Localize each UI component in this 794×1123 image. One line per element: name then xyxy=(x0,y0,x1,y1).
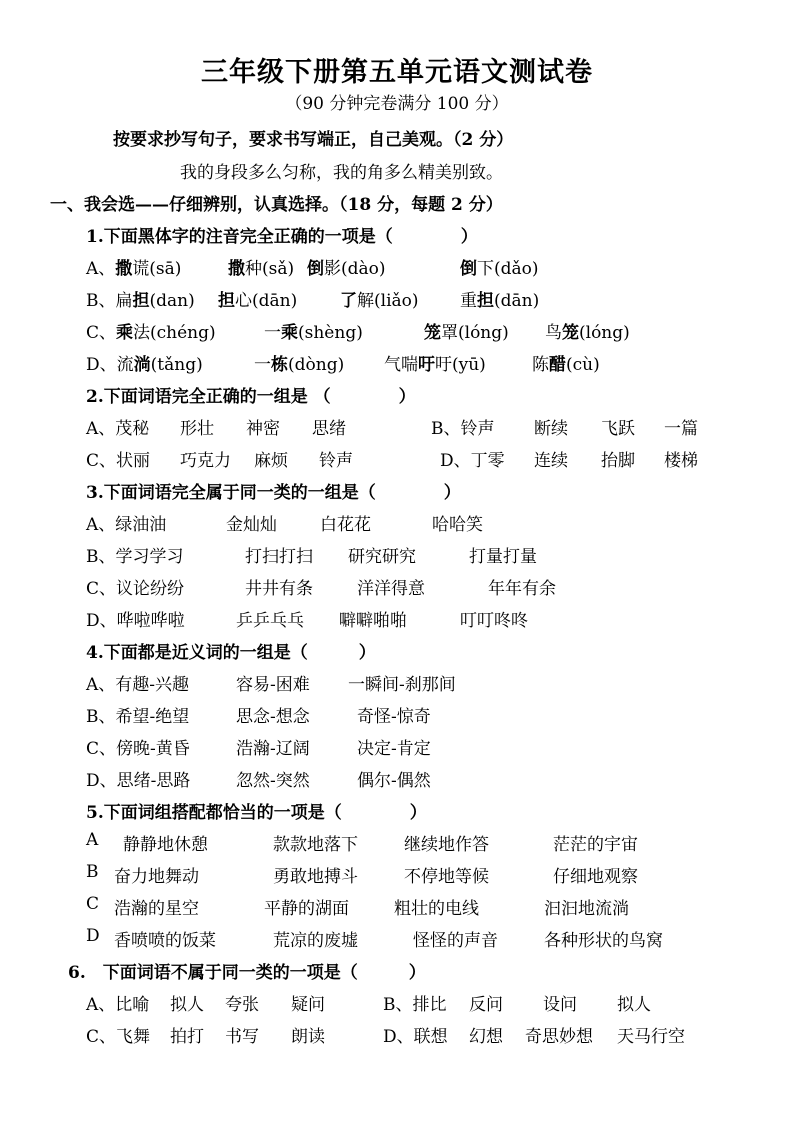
q4-row xyxy=(86,670,786,694)
q5-option-word: 仔细地观察 xyxy=(553,867,638,887)
q2-option-a-word: A、茂秘 xyxy=(86,419,150,439)
bold-character: 撒 xyxy=(228,259,245,279)
q6-option-b-word: 设问 xyxy=(543,995,577,1015)
q3-stem: 3.下面词语完全属于同一类的一组是（ ） xyxy=(86,483,461,503)
option-text: 吁(yū) xyxy=(435,355,486,375)
bold-character: 倒 xyxy=(460,259,477,279)
option-text: C、 xyxy=(86,323,117,343)
q1-row xyxy=(86,318,786,342)
q5-stem: 5.下面词组搭配都恰当的一项是（ ） xyxy=(86,803,427,823)
q6-option-a-word: 夸张 xyxy=(225,995,259,1015)
bold-character: 栋 xyxy=(271,355,288,375)
q6-option-c-word: 朗读 xyxy=(291,1027,325,1047)
q3-option-word: 打量打量 xyxy=(469,547,537,567)
option-text: 谎(sā) xyxy=(132,259,182,279)
q1-option-word xyxy=(86,286,195,311)
bold-character: 醋 xyxy=(549,355,566,375)
bold-character: 淌 xyxy=(133,355,151,375)
q4-option-word: B、希望-绝望 xyxy=(86,707,190,727)
q2-stem: 2.下面词语完全正确的一组是 （ ） xyxy=(86,387,416,407)
q1-option-word xyxy=(307,254,386,279)
q1-option-word xyxy=(228,254,294,279)
q1-row xyxy=(86,254,786,278)
q3-option-word: 井井有条 xyxy=(245,579,313,599)
q2-option-a-word: 形壮 xyxy=(180,419,214,439)
bold-character: 吁 xyxy=(418,355,435,375)
q1-row xyxy=(86,350,786,374)
page-title: 三年级下册第五单元语文测试卷 xyxy=(201,57,593,88)
option-text: 解(liǎo) xyxy=(357,291,419,311)
q4-option-word: 浩瀚-辽阔 xyxy=(236,739,310,759)
q3-option-word: D、哗啦哗啦 xyxy=(86,611,185,631)
q4-row xyxy=(86,766,786,790)
q1-option-word xyxy=(86,318,216,343)
q2-option-b-word: 一篇 xyxy=(664,419,698,439)
q3-option-word: 白花花 xyxy=(320,515,371,535)
q3-option-word: 叮叮咚咚 xyxy=(460,611,528,631)
page-subtitle: （90 分钟完卷满分 100 分） xyxy=(285,94,509,114)
q1-option-word xyxy=(460,286,539,311)
q6-option-b-word: 反问 xyxy=(469,995,503,1015)
q4-option-word: 决定-肯定 xyxy=(357,739,431,759)
q2-option-c-word: 铃声 xyxy=(319,451,353,471)
bold-character: 笼 xyxy=(562,323,579,343)
q5-option-word: 粗壮的电线 xyxy=(394,899,479,919)
q5-row xyxy=(86,862,786,886)
option-text: (cù) xyxy=(566,355,600,375)
q3-option-word: 打扫打扫 xyxy=(245,547,313,567)
q4-option-word: 奇怪-惊奇 xyxy=(357,707,431,727)
q4-option-word: 容易-困难 xyxy=(236,675,310,695)
q1-option-word xyxy=(532,350,600,375)
q6-option-b-word: 拟人 xyxy=(617,995,651,1015)
q6-option-c-word: C、飞舞 xyxy=(86,1027,151,1047)
q6-option-a-word: A、比喻 xyxy=(86,995,150,1015)
q6-option-d-word: 天马行空 xyxy=(617,1027,685,1047)
option-text: 气喘 xyxy=(384,355,418,375)
q4-option-word: 一瞬间-刹那间 xyxy=(348,675,456,695)
q5-option-word: 不停地等候 xyxy=(404,867,489,887)
q4-option-word: D、思绪-思路 xyxy=(86,771,191,791)
option-text: (dòng) xyxy=(288,355,345,375)
q1-option-word xyxy=(254,350,344,375)
q5-option-word: 平静的湖面 xyxy=(264,899,349,919)
q6-stem: 6. 下面词语不属于同一类的一项是（ ） xyxy=(68,963,426,983)
option-text: A、 xyxy=(86,259,116,279)
q2-option-c-word: 巧克力 xyxy=(180,451,231,471)
q3-option-word: B、学习学习 xyxy=(86,547,184,567)
bold-character: 乘 xyxy=(116,323,134,343)
bold-character: 撒 xyxy=(115,259,133,279)
option-text: 种(sǎ) xyxy=(245,259,295,279)
q5-option-word: 怪怪的声音 xyxy=(413,931,498,951)
q2-option-d-word: 连续 xyxy=(534,451,568,471)
q4-option-word: 思念-想念 xyxy=(236,707,310,727)
q6-row-1 xyxy=(86,990,786,1014)
option-text: 影(dào) xyxy=(324,259,386,279)
q1-option-word xyxy=(86,254,181,279)
q2-option-b-word: B、铃声 xyxy=(431,419,495,439)
q4-option-word: C、傍晚-黄昏 xyxy=(86,739,190,759)
option-text: 一 xyxy=(264,323,281,343)
q4-row xyxy=(86,734,786,758)
option-text: 一 xyxy=(254,355,271,375)
q3-option-word: 金灿灿 xyxy=(226,515,277,535)
q6-option-d-word: 幻想 xyxy=(469,1027,503,1047)
q5-option-word: A xyxy=(86,830,99,850)
q4-row xyxy=(86,702,786,726)
bold-character: 担 xyxy=(132,291,150,311)
q4-option-word: 忽然-突然 xyxy=(236,771,310,791)
q2-option-b-word: 飞跃 xyxy=(601,419,635,439)
q1-option-word xyxy=(340,286,419,311)
q1-option-word xyxy=(264,318,363,343)
q5-option-word: 各种形状的鸟窝 xyxy=(544,931,663,951)
q5-option-word: 静静地休憩 xyxy=(123,835,208,855)
q3-option-word: 洋洋得意 xyxy=(357,579,425,599)
q2-row-1 xyxy=(86,414,786,438)
q2-option-d-word: 抬脚 xyxy=(601,451,635,471)
q4-stem: 4.下面都是近义词的一组是（ ） xyxy=(86,643,376,663)
q5-row xyxy=(86,830,786,854)
q3-option-word: 研究研究 xyxy=(348,547,416,567)
q6-option-b-word: B、排比 xyxy=(383,995,447,1015)
q6-option-c-word: 拍打 xyxy=(170,1027,204,1047)
option-text: (shèng) xyxy=(298,323,363,343)
q6-option-a-word: 疑问 xyxy=(291,995,325,1015)
copy-instruction: 按要求抄写句子，要求书写端正，自己美观。（2 分） xyxy=(113,130,514,150)
q5-option-word: B xyxy=(86,862,99,882)
q1-option-word xyxy=(460,254,539,279)
bold-character: 倒 xyxy=(307,259,324,279)
q1-option-word xyxy=(545,318,630,343)
q3-option-word: C、议论纷纷 xyxy=(86,579,185,599)
q2-option-a-word: 神密 xyxy=(246,419,280,439)
q6-option-a-word: 拟人 xyxy=(170,995,204,1015)
q3-row xyxy=(86,574,786,598)
option-text: D、流 xyxy=(86,355,134,375)
q1-row xyxy=(86,286,786,310)
q2-option-c-word: C、状丽 xyxy=(86,451,151,471)
q5-option-word: 款款地落下 xyxy=(273,835,358,855)
q1-option-word xyxy=(384,350,486,375)
q1-stem: 1.下面黑体字的注音完全正确的一项是（ ） xyxy=(86,227,478,247)
q6-option-c-word: 书写 xyxy=(225,1027,259,1047)
q6-row-2 xyxy=(86,1022,786,1046)
option-text: 心(dān) xyxy=(235,291,298,311)
bold-character: 担 xyxy=(218,291,235,311)
q5-option-word: 浩瀚的星空 xyxy=(114,899,199,919)
option-text: 陈 xyxy=(532,355,549,375)
option-text: 鸟 xyxy=(545,323,562,343)
q3-option-word: A、绿油油 xyxy=(86,515,167,535)
option-text: B、扁 xyxy=(86,291,133,311)
copy-sentence: 我的身段多么匀称，我的角多么精美别致。 xyxy=(180,163,503,183)
option-text: (dan) xyxy=(149,291,195,311)
option-text: (lóng) xyxy=(579,323,630,343)
q6-option-d-word: 奇思妙想 xyxy=(525,1027,593,1047)
q2-option-d-word: D、丁零 xyxy=(440,451,505,471)
option-text: 法(chéng) xyxy=(133,323,216,343)
q4-option-word: 偶尔-偶然 xyxy=(357,771,431,791)
q2-option-a-word: 思绪 xyxy=(312,419,346,439)
q5-option-word: 继续地作答 xyxy=(404,835,489,855)
q1-option-word xyxy=(218,286,297,311)
q6-option-d-word: D、联想 xyxy=(383,1027,448,1047)
q3-row xyxy=(86,606,786,630)
q3-option-word: 乒乒乓乓 xyxy=(236,611,304,631)
q3-row xyxy=(86,510,786,534)
q3-option-word: 哈哈笑 xyxy=(432,515,483,535)
q5-option-word: D xyxy=(86,926,100,946)
q5-option-word: 荒凉的废墟 xyxy=(273,931,358,951)
q2-option-d-word: 楼梯 xyxy=(664,451,698,471)
bold-character: 乘 xyxy=(281,323,298,343)
q5-option-word: 奋力地舞动 xyxy=(114,867,199,887)
q5-row xyxy=(86,894,786,918)
q2-option-b-word: 断续 xyxy=(534,419,568,439)
option-text: 重 xyxy=(460,291,477,311)
option-text: (dān) xyxy=(494,291,540,311)
q3-option-word: 年年有余 xyxy=(488,579,556,599)
bold-character: 担 xyxy=(477,291,494,311)
q5-option-word: 香喷喷的饭菜 xyxy=(114,931,216,951)
q5-option-word: 汩汩地流淌 xyxy=(544,899,629,919)
q2-row-2 xyxy=(86,446,786,470)
bold-character: 笼 xyxy=(424,323,441,343)
q5-option-word: C xyxy=(86,894,100,914)
q5-option-word: 勇敢地搏斗 xyxy=(273,867,358,887)
q5-option-word: 茫茫的宇宙 xyxy=(553,835,638,855)
q2-option-c-word: 麻烦 xyxy=(254,451,288,471)
option-text: 下(dǎo) xyxy=(477,259,539,279)
part1-heading: 一、我会选——仔细辨别，认真选择。（18 分，每题 2 分） xyxy=(50,195,503,215)
q3-option-word: 噼噼啪啪 xyxy=(339,611,407,631)
bold-character: 了 xyxy=(340,291,357,311)
q1-option-word xyxy=(86,350,203,375)
q5-row xyxy=(86,926,786,950)
option-text: (tǎng) xyxy=(150,355,203,375)
q3-row xyxy=(86,542,786,566)
option-text: 罩(lóng) xyxy=(441,323,509,343)
q4-option-word: A、有趣-兴趣 xyxy=(86,675,190,695)
q1-option-word xyxy=(424,318,509,343)
